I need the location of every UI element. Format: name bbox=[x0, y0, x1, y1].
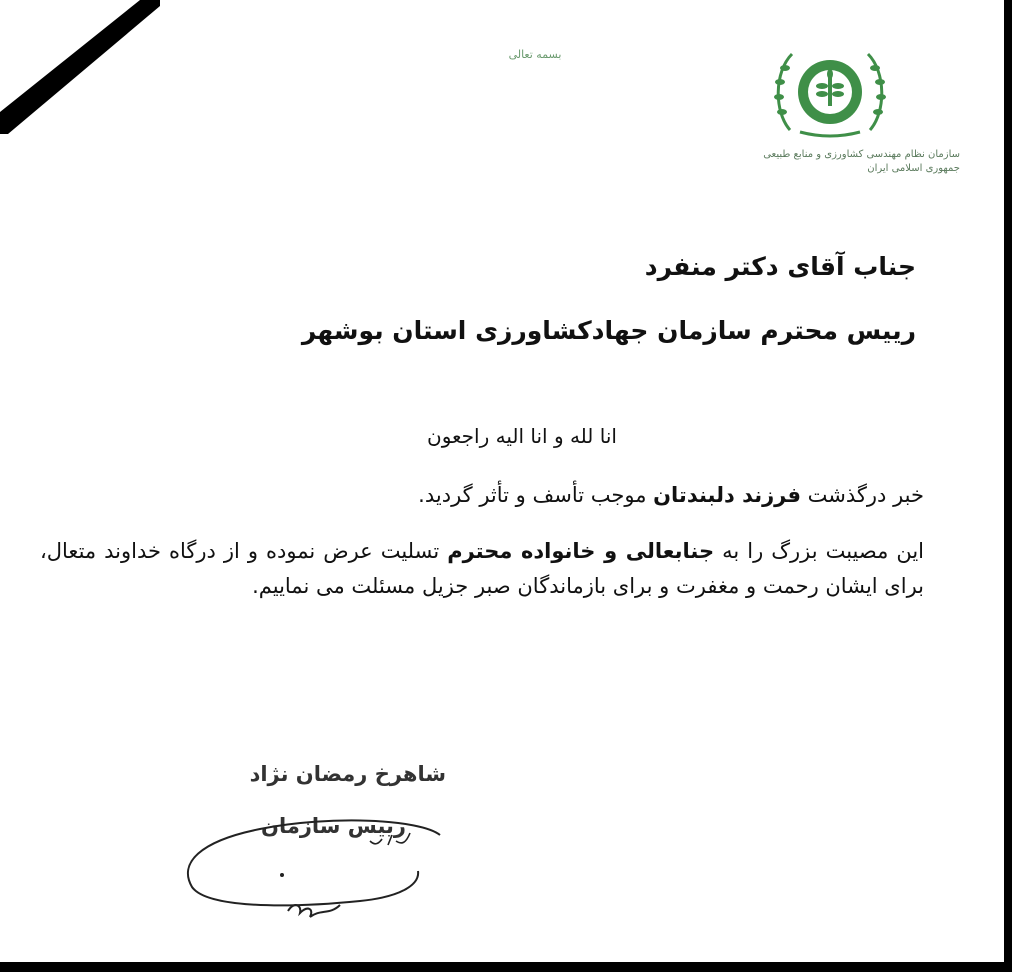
recipient-position: رییس محترم سازمان جهادکشاورزی استان بوشهر bbox=[301, 316, 916, 345]
organization-name-line2: جمهوری اسلامی ایران bbox=[867, 163, 960, 174]
body-paragraph-1 bbox=[40, 478, 924, 513]
p1-text-end: موجب تأسف و تأثر گردید. bbox=[418, 483, 654, 507]
signatory-name: شاهرخ رمضان نژاد bbox=[249, 762, 446, 786]
p2-text-start: این مصیبت بزرگ را به bbox=[714, 539, 924, 563]
organization-logo-icon bbox=[770, 42, 890, 142]
recipient-name: جناب آقای دکتر منفرد bbox=[644, 252, 916, 281]
organization-name bbox=[690, 148, 960, 176]
signatory-title: رییس سازمان bbox=[261, 814, 406, 838]
p1-text-start: خبر درگذشت bbox=[801, 483, 924, 507]
handwritten-signature-icon bbox=[170, 805, 470, 925]
p1-bold-text: فرزند دلبندتان bbox=[653, 483, 801, 507]
mourning-ribbon-icon bbox=[0, 0, 160, 140]
p2-text-end: تسلیت عرض نموده و از درگاه خداوند متعال، برای ایشان رحمت و مغفرت و برای بازماندگان صبر جزیل مسئلت می نماییم. bbox=[40, 539, 924, 598]
basmala: بسمه تعالی bbox=[508, 48, 562, 61]
body-paragraph-2 bbox=[40, 534, 924, 604]
p2-bold-text: جنابعالی و خانواده محترم bbox=[447, 539, 715, 563]
organization-name-line1: سازمان نظام مهندسی کشاورزی و منابع طبیعی bbox=[763, 149, 960, 160]
quran-verse: انا لله و انا الیه راجعون bbox=[427, 424, 617, 448]
